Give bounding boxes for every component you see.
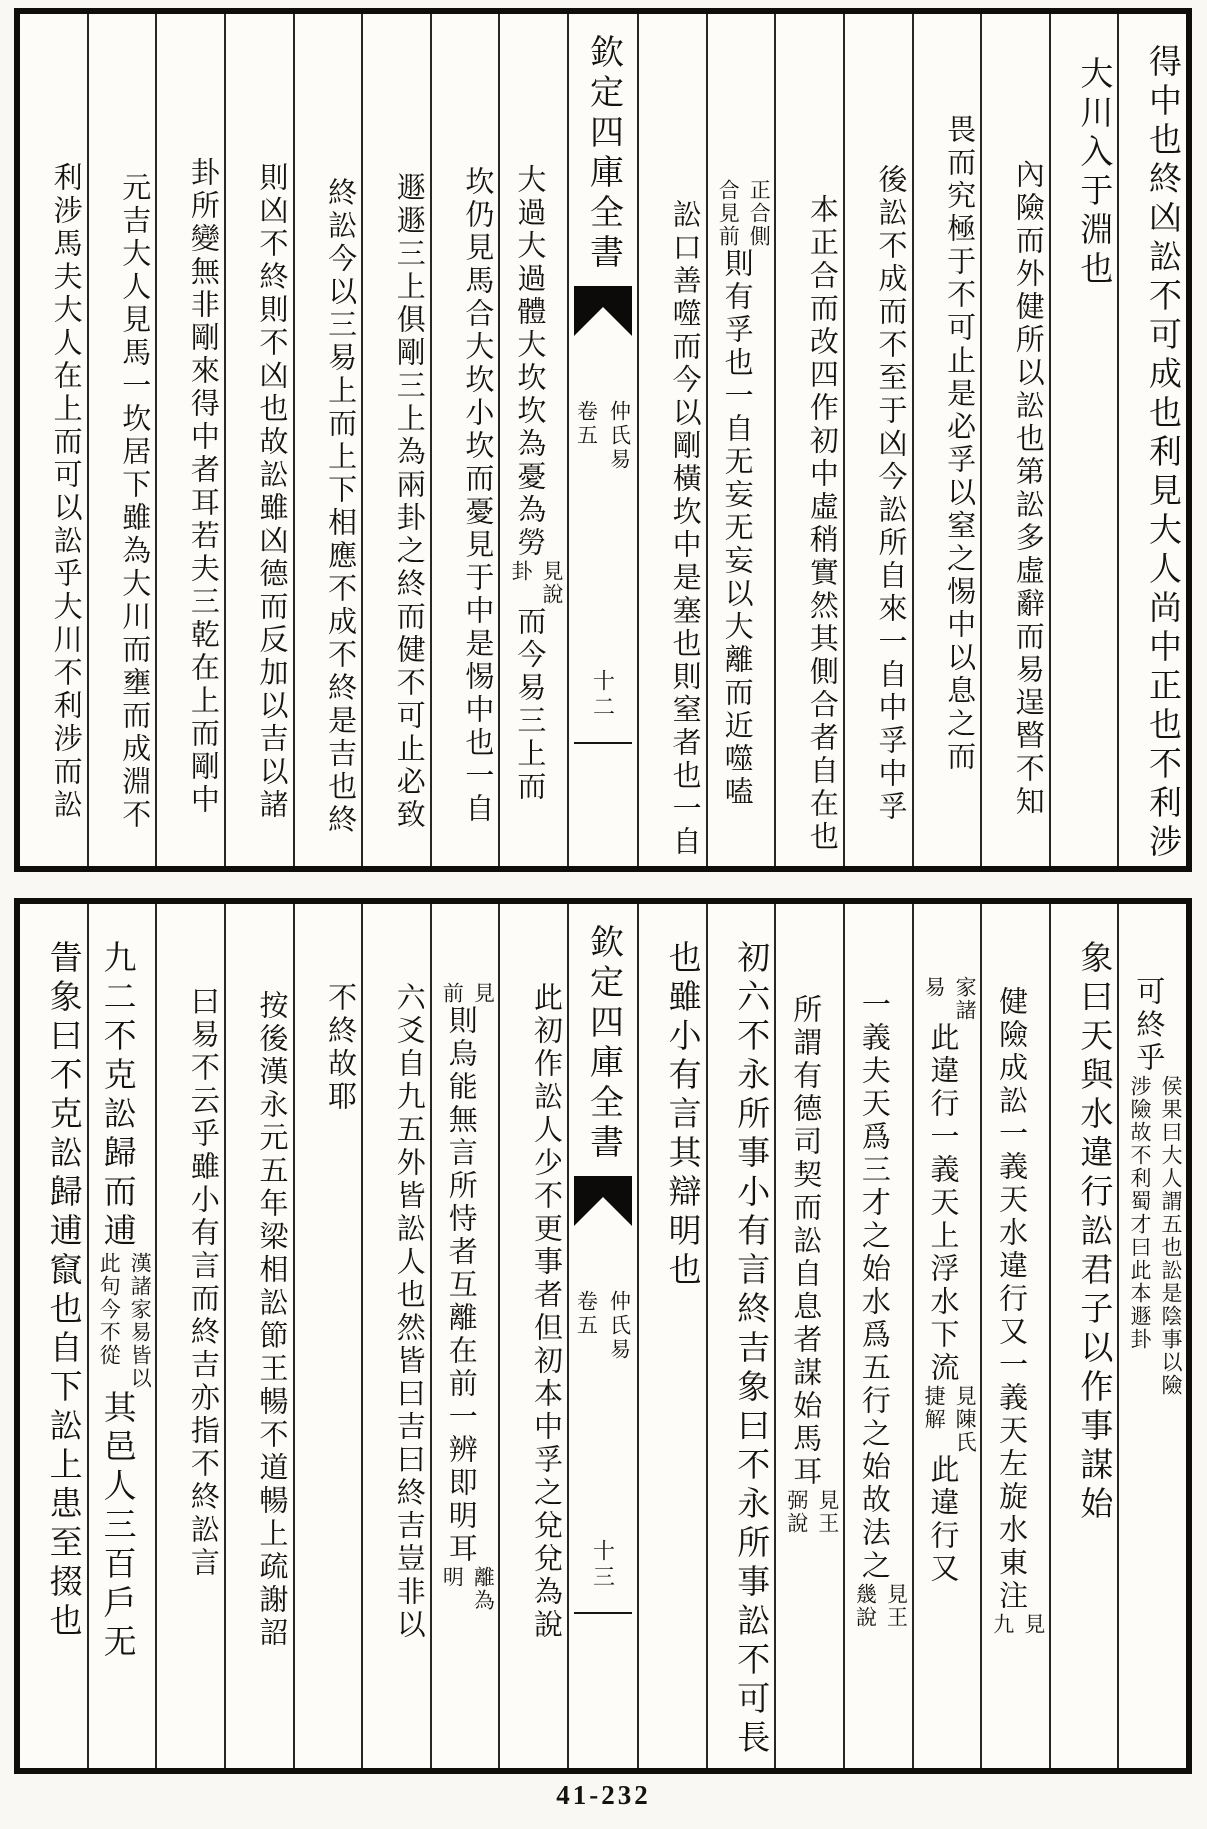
text-column-10: 大過大過體大坎坎為憂為勞 見說 卦 而今易三上而 [498,14,567,866]
text-column-15: 曰易不云乎雖小有言而終吉亦指不終訟言 [155,904,224,1768]
fishtail-icon [574,1176,632,1226]
interlinear-note: 見王 弼說 [784,1489,840,1535]
interlinear-note: 見陳氏 捷解 [922,1385,978,1454]
footer-page-label: 41-232 [556,1780,651,1810]
interlinear-note: 漢諸家易皆以 此句今不從 [97,1252,153,1390]
text-column-3: 健險成訟一義天水違行又一義天左旋水東注 見 九 [980,904,1049,1768]
page-number: 十三 [590,1539,616,1591]
text-column-12: 遯遯三上俱剛三上為兩卦之終而健不可止必致 [361,14,430,866]
text-column-10: 此初作訟人少不更事者但初本中孚之兌兌為說 [498,904,567,1768]
text-column-1: 可終乎 侯果曰大人謂五也訟是陰事以險 涉險故不利蜀才曰此本遯卦 [1117,904,1186,1768]
interlinear-note: 家諸 易 [922,976,978,1022]
text-column-6: 本正合而改四作初中虛稍實然其側合者自在也 [774,14,843,866]
banxin-juan-label: 卷五 [574,400,599,448]
text-column-13: 不終故耶 [293,904,362,1768]
interlinear-note: 離為 明 [440,1566,496,1612]
fishtail-icon [574,286,632,336]
banxin-column [567,14,637,866]
banxin-rule [574,742,632,744]
text-column-4: 畏而究極于不可止是必孚以窒之惕中以息之而 [912,14,981,866]
text-column-2: 大川入于淵也 [1049,14,1118,866]
text-column-5: 後訟不成而不至于凶今訟所自來一自中孚中孚 [843,14,912,866]
banxin-rule [574,1612,632,1614]
interlinear-note: 正合側 合見前 [716,179,772,248]
text-column-17: 眚象曰不克訟歸逋竄也自下訟上患至掇也 [44,940,81,1642]
bottom-text-block [14,898,1192,1774]
text-column-7: 正合側 合見前 則有孚也一自无妄无妄以大離而近噬嗑 [706,14,775,866]
text-column-12: 六爻自九五外皆訟人也然皆曰吉曰終吉豈非以 [361,904,430,1768]
text-column-1: 得中也終凶訟不可成也利見大人尚中正也不利涉 [1117,14,1186,866]
text-column-16: 元吉大人見馬一坎居下雖為大川而壅而成淵不 [87,14,156,866]
text-column-11: 坎仍見馬合大坎小坎而憂見于中是惕中也一自 [430,14,499,866]
banxin-series-title: 欽定四庫全書 [584,924,622,1164]
text-column-8: 也雖小有言其辯明也 [637,904,706,1768]
text-column-6: 所謂有德司契而訟自息者謀始馬耳 見王 弼說 [774,904,843,1768]
banxin-book-title: 仲氏易 [607,400,632,472]
text-column-4: 家諸 易 此違行一義天上浮水下流 見陳氏 捷解 此違行又 [912,904,981,1768]
text-column-14: 則凶不終則不凶也故訟雖凶德而反加以吉以諸 [224,14,293,866]
banxin-juan-label: 卷五 [574,1290,599,1338]
text-column-13: 終訟今以三易上而上下相應不成不終是吉也終 [293,14,362,866]
interlinear-note: 侯果曰大人謂五也訟是陰事以險 涉險故不利蜀才曰此本遯卦 [1128,1075,1183,1397]
text-column-3: 內險而外健所以訟也第訟多虛辭而易逞暋不知 [980,14,1049,866]
interlinear-note: 見王 㡬說 [853,1583,909,1629]
banxin-book-title: 仲氏易 [607,1290,632,1362]
text-column-8: 訟口善噬而今以剛橫坎中是塞也則窒者也一自 [637,14,706,866]
banxin-series-title: 欽定四庫全書 [584,34,622,274]
text-column-11: 見 前 則烏能無言所恃者互離在前一辨即明耳 離為 明 [430,904,499,1768]
text-column-7: 初六不永所事小有言終吉象曰不永所事訟不可長 [706,904,775,1768]
text-column-2: 象曰天與水違行訟君子以作事謀始 [1049,904,1118,1768]
page-number: 十二 [590,669,616,721]
interlinear-note: 見說 卦 [509,560,564,606]
text-column-14: 按後漢永元五年梁相訟節王暢不道暢上疏謝詔 [224,904,293,1768]
interlinear-note: 見 前 [440,982,496,1005]
top-text-block [14,8,1192,872]
text-column-5: 一義夫天爲三才之始水爲五行之始故法之 見王 㡬說 [843,904,912,1768]
interlinear-note: 見 九 [990,1613,1046,1636]
text-column-17: 利涉馬夫大人在上而可以訟乎大川不利涉而訟 [49,162,82,822]
text-column-16: 九二不克訟歸而逋 漢諸家易皆以 此句今不從 其邑人三百戶无 [87,904,156,1768]
text-column-15: 卦所變無非剛來得中者耳若夫三乾在上而剛中 [155,14,224,866]
banxin-column [567,904,637,1768]
